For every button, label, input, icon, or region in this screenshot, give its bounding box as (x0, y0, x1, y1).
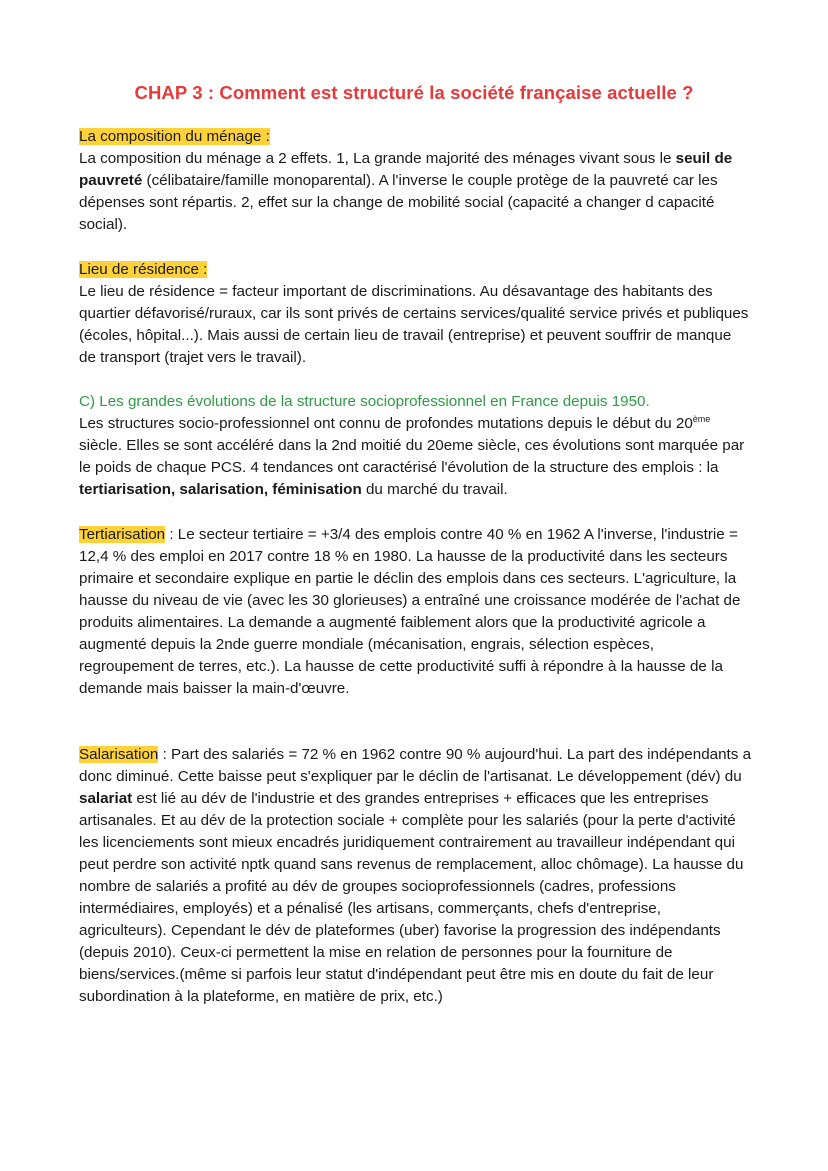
section-salarisation (79, 744, 751, 1008)
paragraph-evolutions: Les structures socio-professionnel ont connu de profondes mutations depuis le début du 20ème siècle. Elles se sont accéléré dans la 2nd moitié du 20eme siècle, ces évolutions sont marquée par le poids de chaque PCS. 4 tendances ont caractérisé l'évolution de la structure des emplois : la tertiarisation, salarisation, féminisation du marché du travail. (79, 413, 745, 498)
section-tertiarisation (79, 524, 751, 700)
heading-salarisation: Salarisation (79, 746, 159, 763)
paragraph-tertiarisation: Tertiarisation : Le secteur tertiaire = +3/4 des emplois contre 40 % en 1962 A l'inverse, l'industrie = 12,4 % des emploi en 2017 contre 18 % en 1980. La hausse de la productivité dans les secteurs primaire et secondaire explique en partie le déclin des emplois dans ces secteurs. L'agriculture, la hausse du niveau de vie (avec les 30 glorieuses) a entraîné une croissance modérée de l'achat de produits alimentaires. La demande a augmenté faiblement alors que la productivité agricole a augmenté depuis la 2nde guerre mondiale (mécanisation, engrais, sélection espèces, regroupement de terres, etc.). La hausse de cette productivité suffi à répondre à la hausse de la demande mais baisser la main-d'œuvre. (79, 526, 741, 697)
section-evolutions (79, 391, 751, 501)
paragraph-menage: La composition du ménage a 2 effets. 1, La grande majorité des ménages vivant sous le seuil de pauvreté (célibataire/famille monoparental). A l'inverse le couple protège de la pauvreté car les dépenses sont répartis. 2, effet sur la change de mobilité social (capacité a changer d capacité social). (79, 150, 733, 233)
bold-tendances: tertiarisation, salarisation, féminisation (79, 481, 362, 498)
page-title: CHAP 3 : Comment est structuré la société française actuelle ? (134, 82, 694, 103)
section-residence (79, 259, 751, 369)
bold-seuil-pauvrete: seuil de pauvreté (79, 150, 733, 189)
paragraph-salarisation: Salarisation : Part des salariés = 72 % en 1962 contre 90 % aujourd'hui. La part des indépendants a donc diminué. Cette baisse peut s'expliquer par le déclin de l'artisanat. Le développement (dév) du salariat est lié au dév de l'industrie et des grandes entreprises + efficaces que les entreprises artisanales. Et au dév de la protection sociale + complète pour les salariés (pour la perte d'activité les licenciements sont mieux encadrés juridiquement contrairement au travailleur indépendant qui peut perdre son activité nptk quand sans revenus de remplacement, alloc chômage). La hausse du nombre de salariés a profité au dév de groupes socioprofessionnels (cadres, professions intermédiaires, employés) et a pénalisé (les artisans, commerçants, chefs d'entreprise, agriculteurs). Cependant le dév de plateformes (uber) favorise la progression des indépendants (depuis 2010). Ceux-ci permettent la mise en relation de personnes pour la fourniture de biens/services.(même si parfois leur statut d'indépendant peut être mis en doute du fait de leur subordination à la plateforme, en matière de prix, etc.) (79, 746, 752, 1005)
heading-tertiarisation: Tertiarisation (79, 526, 166, 543)
section-menage (79, 126, 751, 236)
paragraph-residence: Le lieu de résidence = facteur important de discriminations. Au désavantage des habitants des quartier défavorisé/ruraux, car ils sont privés de certains services/qualité service privés et publiques (écoles, hôpital...). Mais aussi de certain lieu de travail (entreprise) et peuvent souffrir de manque de transport (trajet vers le travail). (79, 283, 749, 366)
heading-evolutions: C) Les grandes évolutions de la structure socioprofessionnel en France depuis 1950. (79, 393, 650, 410)
bold-salariat: salariat (79, 790, 133, 807)
heading-residence: Lieu de résidence : (79, 261, 208, 278)
heading-menage: La composition du ménage : (79, 128, 270, 145)
